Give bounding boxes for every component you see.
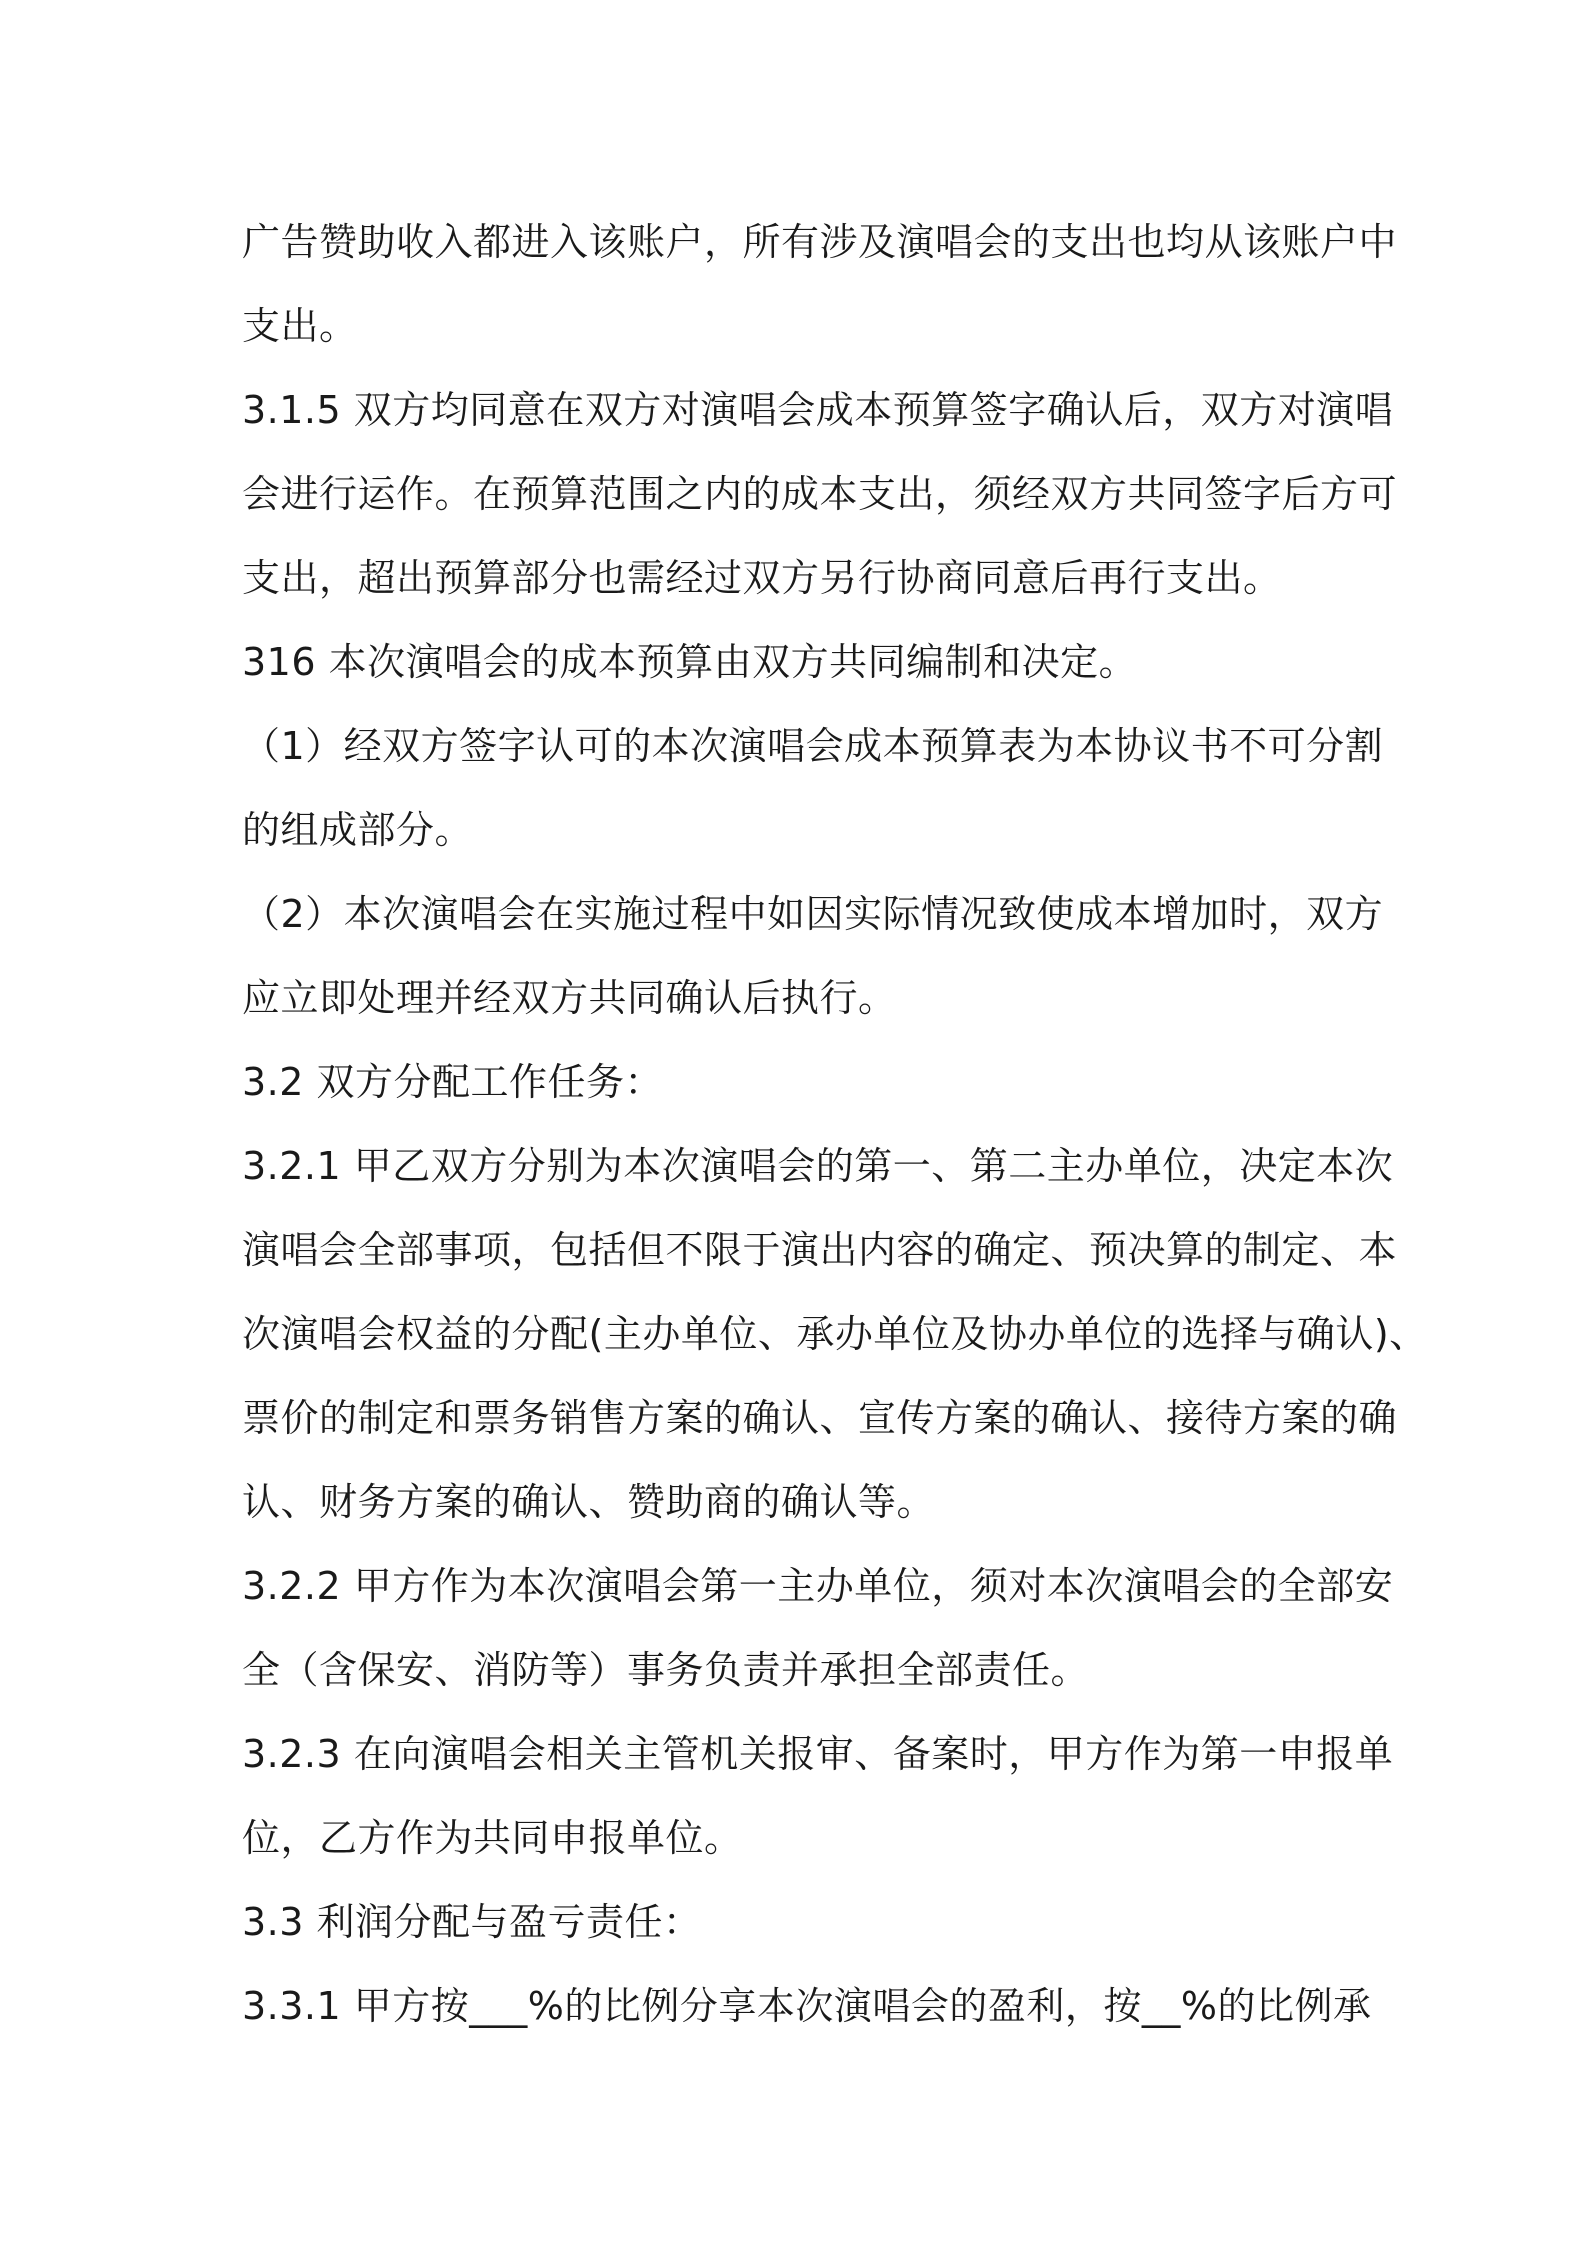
- text-line: （1）经双方签字认可的本次演唱会成本预算表为本协议书不可分割: [242, 724, 1384, 768]
- text-line: 3.2.3 在向演唱会相关主管机关报审、备案时，甲方作为第一申报单: [242, 1732, 1394, 1776]
- text-line: 3.3.1 甲方按___%的比例分享本次演唱会的盈利，按__%的比例承: [242, 1984, 1372, 2028]
- text-line: 票价的制定和票务销售方案的确认、宣传方案的确认、接待方案的确: [242, 1396, 1398, 1440]
- text-line: 支出。: [242, 304, 358, 348]
- text-line: 广告赞助收入都进入该账户，所有涉及演唱会的支出也均从该账户中: [242, 220, 1398, 264]
- text-line: 3.2 双方分配工作任务：: [242, 1060, 664, 1104]
- text-line: 位，乙方作为共同申报单位。: [242, 1816, 743, 1860]
- text-line: （2）本次演唱会在实施过程中如因实际情况致使成本增加时，双方: [242, 892, 1384, 936]
- text-line: 演唱会全部事项，包括但不限于演出内容的确定、预决算的制定、本: [242, 1228, 1398, 1272]
- text-line: 应立即处理并经双方共同确认后执行。: [242, 976, 897, 1020]
- text-line: 的组成部分。: [242, 808, 474, 852]
- text-line: 支出，超出预算部分也需经过双方另行协商同意后再行支出。: [242, 556, 1282, 600]
- text-line: 316 本次演唱会的成本预算由双方共同编制和决定。: [242, 640, 1138, 684]
- text-line: 3.2.2 甲方作为本次演唱会第一主办单位，须对本次演唱会的全部安: [242, 1564, 1394, 1608]
- text-line: 认、财务方案的确认、赞助商的确认等。: [242, 1480, 936, 1524]
- text-line: 3.1.5 双方均同意在双方对演唱会成本预算签字确认后，双方对演唱: [242, 388, 1394, 432]
- text-line: 3.3 利润分配与盈亏责任：: [242, 1900, 702, 1944]
- text-line: 会进行运作。在预算范围之内的成本支出，须经双方共同签字后方可: [242, 472, 1398, 516]
- text-line: 次演唱会权益的分配(主办单位、承办单位及协办单位的选择与确认)、: [242, 1312, 1428, 1356]
- text-line: 全（含保安、消防等）事务负责并承担全部责任。: [242, 1648, 1090, 1692]
- document-body: [242, 200, 1428, 2048]
- text-line: 3.2.1 甲乙双方分别为本次演唱会的第一、第二主办单位，决定本次: [242, 1144, 1394, 1188]
